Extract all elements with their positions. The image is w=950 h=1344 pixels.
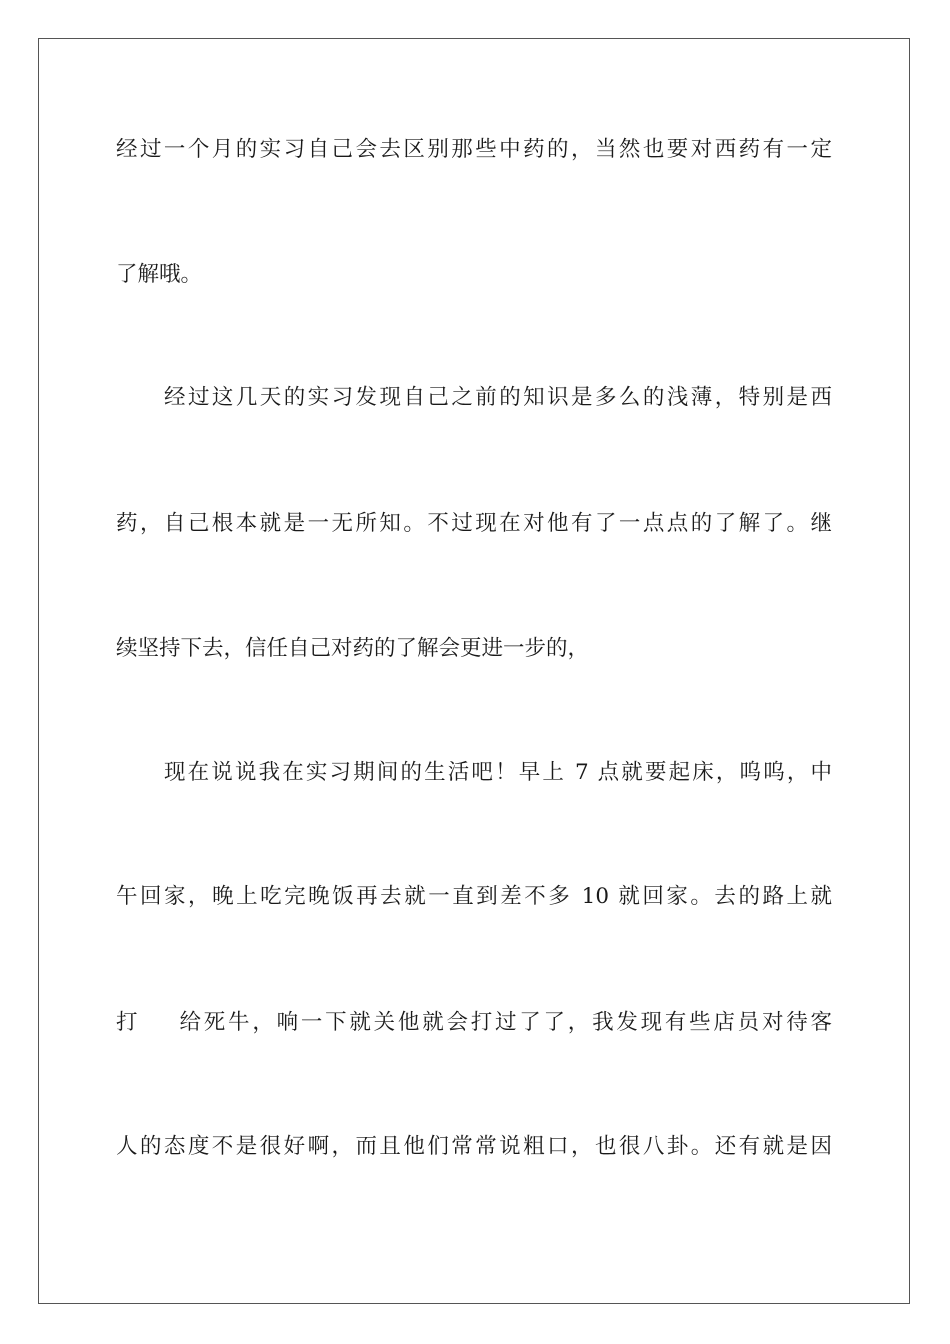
text-line-8-rest: 给死牛，响一下就关他就会打过了了，我发现有些店员对待客 [179, 1010, 832, 1035]
text-line-4: 药，自己根本就是一无所知。不过现在对他有了一点点的了解了。继 [116, 511, 832, 536]
text-gap [138, 1006, 180, 1040]
text-line-8 [116, 1006, 832, 1040]
text-line-3: 经过这几天的实习发现自己之前的知识是多么的浅薄，特别是西 [164, 385, 832, 410]
text-line-2: 了解哦。 [116, 262, 203, 287]
page-border [38, 38, 910, 1304]
text-line-8-start: 打 [116, 1010, 138, 1035]
text-line-1: 经过一个月的实习自己会去区别那些中药的，当然也要对西药有一定 [116, 137, 832, 162]
text-line-7: 午回家，晚上吃完晚饭再去就一直到差不多 10 就回家。去的路上就 [116, 884, 832, 909]
text-line-5: 续坚持下去，信任自己对药的了解会更进一步的， [116, 636, 590, 661]
text-line-6: 现在说说我在实习期间的生活吧！早上 7 点就要起床，呜呜，中 [164, 760, 832, 785]
text-line-9: 人的态度不是很好啊，而且他们常常说粗口，也很八卦。还有就是因 [116, 1134, 832, 1159]
